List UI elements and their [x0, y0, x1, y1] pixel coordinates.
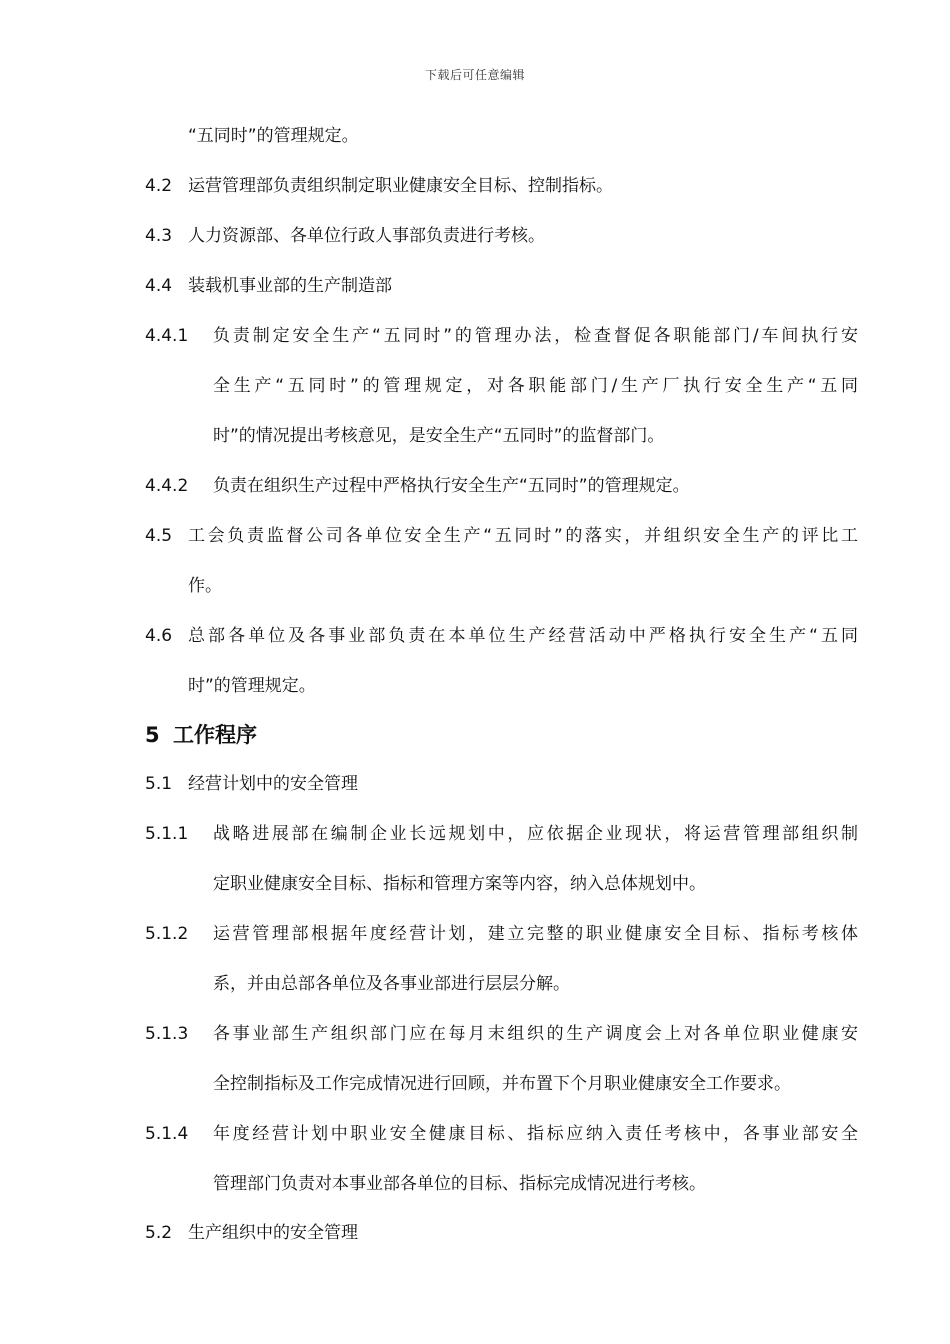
text-line: 年度经营计划中职业安全健康目标、指标应纳入责任考核中，各事业部安全 [213, 1124, 858, 1144]
text-line: 负责制定安全生产“五同时”的管理办法，检查督促各职能部门/车间执行安 [213, 326, 858, 346]
section-heading: 工作程序 [173, 723, 257, 747]
text-line: 定职业健康安全目标、指标和管理方案等内容，纳入总体规划中。 [213, 874, 706, 894]
section-number: 4.5 [145, 526, 173, 546]
section-heading-number: 5 [145, 723, 160, 747]
text-line: 运营管理部负责组织制定职业健康安全目标、控制指标。 [188, 176, 613, 196]
text-line: 工会负责监督公司各单位安全生产“五同时”的落实，并组织安全生产的评比工 [188, 526, 858, 546]
section-number: 5.1.1 [145, 824, 189, 844]
section-number: 4.4.2 [145, 476, 189, 496]
section-number: 4.4.1 [145, 326, 189, 346]
text-line: 全控制指标及工作完成情况进行回顾，并布置下个月职业健康安全工作要求。 [213, 1074, 791, 1094]
text-line: 各事业部生产组织部门应在每月末组织的生产调度会上对各单位职业健康安 [213, 1024, 858, 1044]
text-line: 作。 [188, 576, 222, 596]
section-number: 5.1.4 [145, 1124, 189, 1144]
text-line: 总部各单位及各事业部负责在本单位生产经营活动中严格执行安全生产“五同 [188, 626, 858, 646]
text-line: 运营管理部根据年度经营计划，建立完整的职业健康安全目标、指标考核体 [213, 924, 858, 944]
section-number: 4.2 [145, 176, 173, 196]
section-number: 5.1.3 [145, 1024, 189, 1044]
text-line: 战略进展部在编制企业长远规划中，应依据企业现状，将运营管理部组织制 [213, 824, 858, 844]
text-line: 生产组织中的安全管理 [188, 1223, 358, 1243]
text-line: 装载机事业部的生产制造部 [188, 276, 392, 296]
section-number: 4.6 [145, 626, 173, 646]
section-number: 5.2 [145, 1223, 173, 1243]
text-line: 经营计划中的安全管理 [188, 774, 358, 794]
text-line: 人力资源部、各单位行政人事部负责进行考核。 [188, 226, 545, 246]
section-number: 5.1 [145, 774, 173, 794]
text-line: 全生产“五同时”的管理规定，对各职能部门/生产厂执行安全生产“五同 [213, 376, 858, 396]
text-line: “五同时”的管理规定。 [188, 126, 359, 146]
section-number: 5.1.2 [145, 924, 189, 944]
text-line: 系，并由总部各单位及各事业部进行层层分解。 [213, 974, 570, 994]
text-line: 时”的情况提出考核意见，是安全生产“五同时”的监督部门。 [213, 426, 665, 446]
section-number: 4.4 [145, 276, 173, 296]
text-line: 管理部门负责对本事业部各单位的目标、指标完成情况进行考核。 [213, 1174, 706, 1194]
page-header: 下载后可任意编辑 [424, 68, 525, 82]
text-line: 时”的管理规定。 [188, 676, 316, 696]
section-number: 4.3 [145, 226, 173, 246]
text-line: 负责在组织生产过程中严格执行安全生产“五同时”的管理规定。 [213, 476, 690, 496]
